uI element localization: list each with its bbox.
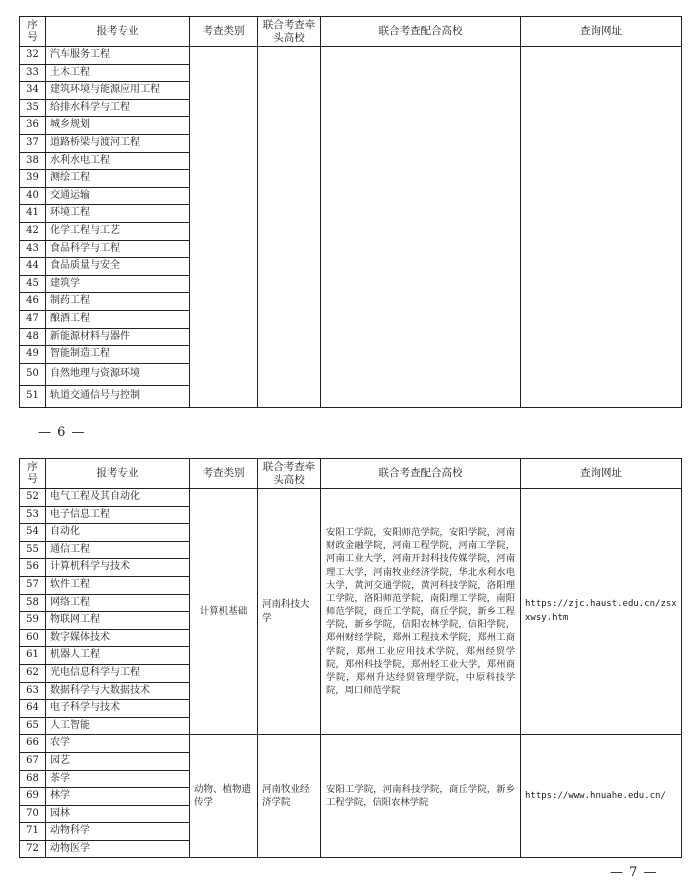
table-row (20, 489, 682, 507)
seq-cell: 49 (20, 346, 46, 364)
major-cell: 酿酒工程 (46, 310, 190, 328)
major-cell: 软件工程 (46, 576, 190, 594)
major-cell: 自动化 (46, 524, 190, 542)
major-cell: 农学 (46, 735, 190, 753)
seq-cell: 66 (20, 735, 46, 753)
url-cell: https://www.hnuahe.edu.cn/ (521, 735, 682, 858)
url-cell (521, 47, 682, 408)
seq-cell: 35 (20, 99, 46, 117)
seq-cell: 37 (20, 134, 46, 152)
major-cell: 城乡规划 (46, 117, 190, 135)
header-category: 考查类别 (190, 459, 258, 489)
major-cell: 数字媒体技术 (46, 629, 190, 647)
major-cell: 食品质量与安全 (46, 258, 190, 276)
major-cell: 电子科学与技术 (46, 700, 190, 718)
admission-table-page-6 (19, 16, 682, 408)
category-cell: 动物、植物遗传学 (190, 735, 258, 858)
seq-cell: 45 (20, 275, 46, 293)
major-cell: 数据科学与大数据技术 (46, 682, 190, 700)
seq-cell: 70 (20, 805, 46, 823)
colleges-cell: 安阳工学院，河南科技学院，商丘学院，新乡工程学院，信阳农林学院 (321, 735, 521, 858)
seq-cell: 50 (20, 363, 46, 385)
seq-cell: 72 (20, 840, 46, 858)
major-cell: 道路桥梁与渡河工程 (46, 134, 190, 152)
seq-cell: 39 (20, 170, 46, 188)
seq-cell: 52 (20, 489, 46, 507)
major-cell: 建筑学 (46, 275, 190, 293)
major-cell: 园林 (46, 805, 190, 823)
category-cell (190, 47, 258, 408)
seq-cell: 67 (20, 752, 46, 770)
seq-cell: 40 (20, 187, 46, 205)
major-cell: 通信工程 (46, 541, 190, 559)
major-cell: 电子信息工程 (46, 506, 190, 524)
header-url: 查询网址 (521, 459, 682, 489)
lead-cell: 河南科技大学 (258, 489, 321, 735)
major-cell: 计算机科学与技术 (46, 559, 190, 577)
table-row (20, 735, 682, 753)
major-cell: 环境工程 (46, 205, 190, 223)
lead-cell: 河南牧业经济学院 (258, 735, 321, 858)
major-cell: 测绘工程 (46, 170, 190, 188)
major-cell: 轨道交通信号与控制 (46, 385, 190, 407)
major-cell: 智能制造工程 (46, 346, 190, 364)
category-cell: 计算机基础 (190, 489, 258, 735)
major-cell: 茶学 (46, 770, 190, 788)
seq-cell: 46 (20, 293, 46, 311)
seq-cell: 38 (20, 152, 46, 170)
seq-cell: 56 (20, 559, 46, 577)
major-cell: 土木工程 (46, 64, 190, 82)
major-cell: 制药工程 (46, 293, 190, 311)
major-cell: 新能源材料与器件 (46, 328, 190, 346)
seq-cell: 55 (20, 541, 46, 559)
header-category: 考查类别 (190, 17, 258, 47)
seq-cell: 68 (20, 770, 46, 788)
major-cell: 交通运输 (46, 187, 190, 205)
seq-cell: 41 (20, 205, 46, 223)
seq-cell: 32 (20, 47, 46, 65)
major-cell: 林学 (46, 788, 190, 806)
seq-cell: 36 (20, 117, 46, 135)
seq-cell: 43 (20, 240, 46, 258)
header-major: 报考专业 (46, 17, 190, 47)
seq-cell: 53 (20, 506, 46, 524)
seq-cell: 58 (20, 594, 46, 612)
seq-cell: 51 (20, 385, 46, 407)
header-seq: 序号 (20, 459, 46, 489)
major-cell: 光电信息科学与工程 (46, 664, 190, 682)
page-number-7: — 7 — (610, 865, 658, 880)
seq-cell: 60 (20, 629, 46, 647)
major-cell: 动物医学 (46, 840, 190, 858)
seq-cell: 57 (20, 576, 46, 594)
major-cell: 给排水科学与工程 (46, 99, 190, 117)
major-cell: 化学工程与工艺 (46, 222, 190, 240)
major-cell: 自然地理与资源环境 (46, 363, 190, 385)
colleges-cell: 安阳工学院，安阳师范学院，安阳学院，河南财政金融学院，河南工程学院，河南工学院，河南工业大学，河南开封科技传媒学院，河南理工大学，河南牧业经济学院，华北水利水电大学，黄河交通学院，黄河科技学院，洛阳理工学院，洛阳师范学院，南阳理工学院，南阳师范学院，商丘工学院，商丘学院，新乡工程学院，新乡学院，信阳农林学院，信阳学院，郑州财经学院，郑州工程技术学院，郑州工商学院，郑州工业应用技术学院，郑州经贸学院，郑州科技学院，郑州轻工业大学，郑州商学院，郑州升达经贸管理学院，中原科技学院，周口师范学院 (321, 489, 521, 735)
seq-cell: 42 (20, 222, 46, 240)
header-colleges: 联合考查配合高校 (321, 17, 521, 47)
url-cell: https://zjc.haust.edu.cn/zsxxwsy.htm (521, 489, 682, 735)
header-major: 报考专业 (46, 459, 190, 489)
major-cell: 水利水电工程 (46, 152, 190, 170)
seq-cell: 34 (20, 82, 46, 100)
seq-cell: 65 (20, 717, 46, 735)
seq-cell: 62 (20, 664, 46, 682)
header-seq: 序号 (20, 17, 46, 47)
seq-cell: 48 (20, 328, 46, 346)
page-number-6: — 6 — (38, 425, 86, 440)
seq-cell: 64 (20, 700, 46, 718)
admission-table-page-7 (19, 458, 682, 858)
seq-cell: 54 (20, 524, 46, 542)
header-url: 查询网址 (521, 17, 682, 47)
seq-cell: 69 (20, 788, 46, 806)
major-cell: 人工智能 (46, 717, 190, 735)
table-row (20, 47, 682, 65)
seq-cell: 59 (20, 612, 46, 630)
major-cell: 动物科学 (46, 823, 190, 841)
major-cell: 物联网工程 (46, 612, 190, 630)
major-cell: 电气工程及其自动化 (46, 489, 190, 507)
seq-cell: 71 (20, 823, 46, 841)
lead-cell (258, 47, 321, 408)
header-lead: 联合考查牵头高校 (258, 17, 321, 47)
major-cell: 园艺 (46, 752, 190, 770)
major-cell: 汽车服务工程 (46, 47, 190, 65)
header-lead: 联合考查牵头高校 (258, 459, 321, 489)
major-cell: 网络工程 (46, 594, 190, 612)
seq-cell: 44 (20, 258, 46, 276)
major-cell: 食品科学与工程 (46, 240, 190, 258)
colleges-cell (321, 47, 521, 408)
seq-cell: 63 (20, 682, 46, 700)
seq-cell: 33 (20, 64, 46, 82)
seq-cell: 61 (20, 647, 46, 665)
seq-cell: 47 (20, 310, 46, 328)
header-colleges: 联合考查配合高校 (321, 459, 521, 489)
major-cell: 建筑环境与能源应用工程 (46, 82, 190, 100)
major-cell: 机器人工程 (46, 647, 190, 665)
